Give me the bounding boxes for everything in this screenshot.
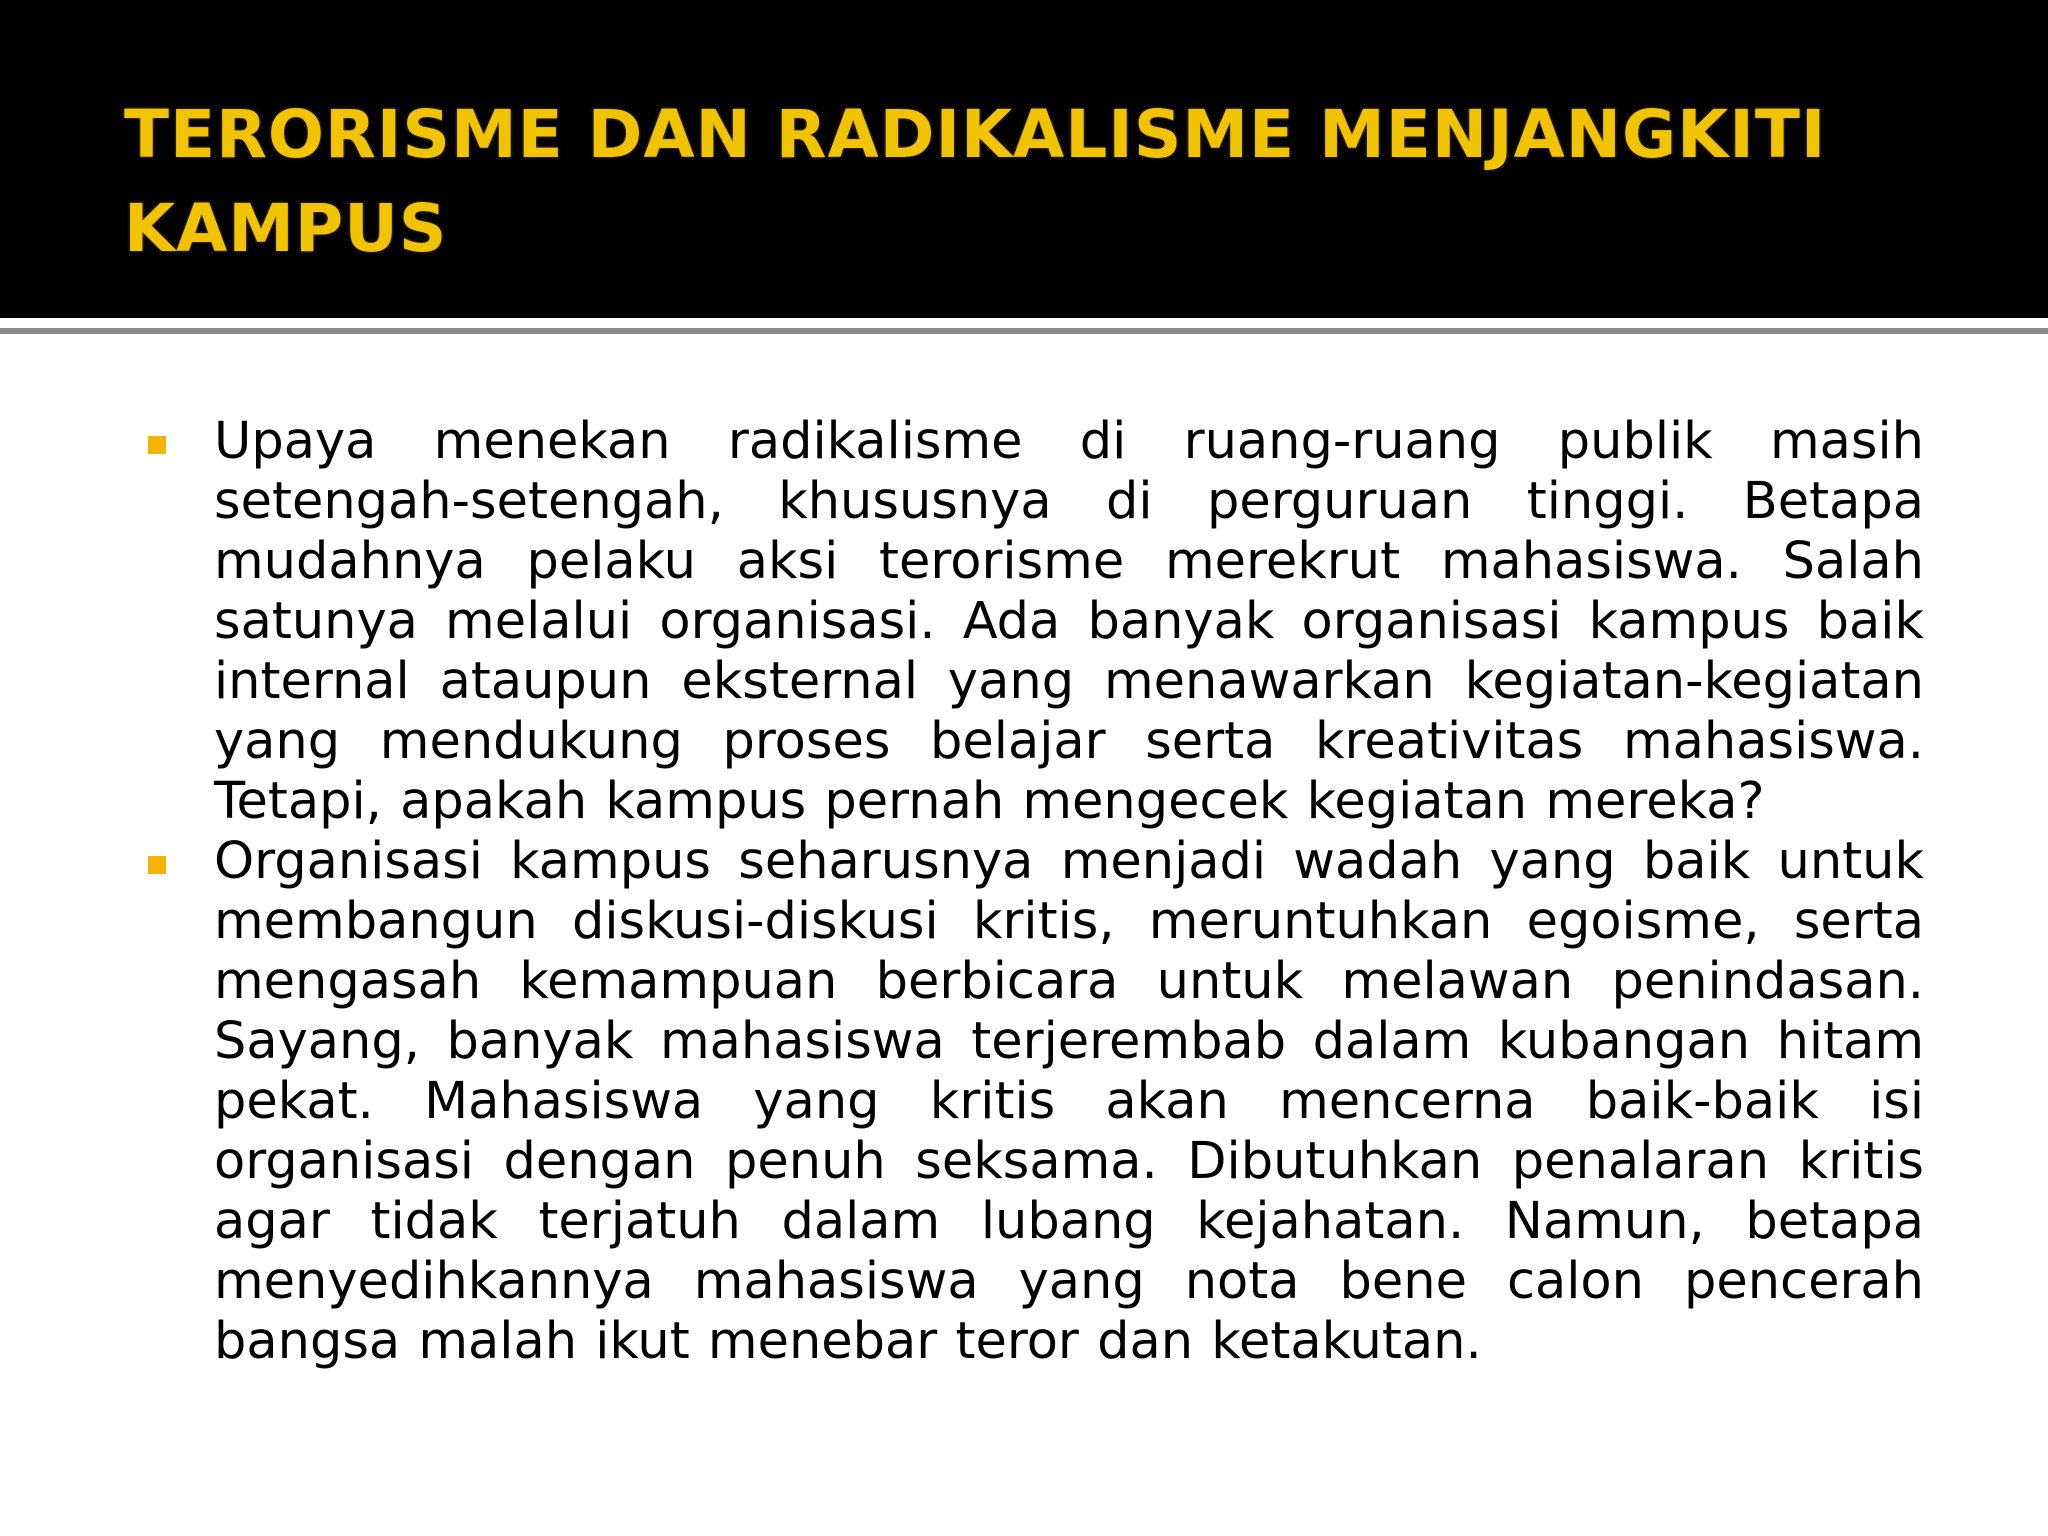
bullet-item [140, 412, 1924, 832]
divider-light [0, 318, 2048, 328]
bullet-list [140, 412, 1924, 1372]
slide-title: TERORISME DAN RADIKALISME MENJANGKITI KAMPUS [124, 96, 1827, 267]
bullet-item [140, 832, 1924, 1372]
bullet-text: Organisasi kampus seharusnya menjadi wadah yang baik untuk membangun diskusi-diskusi kritis, meruntuhkan egoisme, serta mengasah kemampuan berbicara untuk melawan penindasan. Sayang, banyak mahasiswa terjerembab dalam kubangan hitam pekat. Mahasiswa yang kritis akan mencerna baik-baik isi organisasi dengan penuh seksama. Dibutuhkan penalaran kritis agar tidak terjatuh dalam lubang kejahatan. Namun, betapa menyedihkannya mahasiswa yang nota bene calon pencerah bangsa malah ikut menebar teror dan ketakutan. [214, 832, 1924, 1371]
divider-line [0, 328, 2048, 334]
square-bullet-icon [148, 856, 166, 874]
bullet-text: Upaya menekan radikalisme di ruang-ruang publik masih setengah-setengah, khususnya di perguruan tinggi. Betapa mudahnya pelaku aksi terorisme merekrut mahasiswa. Salah satunya melalui organisasi. Ada banyak organisasi kampus baik internal ataupun eksternal yang menawarkan kegiatan-kegiatan yang mendukung proses belajar serta kreativitas mahasiswa. Tetapi, apakah kampus pernah mengecek kegiatan mereka? [214, 412, 1924, 831]
square-bullet-icon [148, 436, 166, 454]
title-banner [0, 0, 2048, 318]
